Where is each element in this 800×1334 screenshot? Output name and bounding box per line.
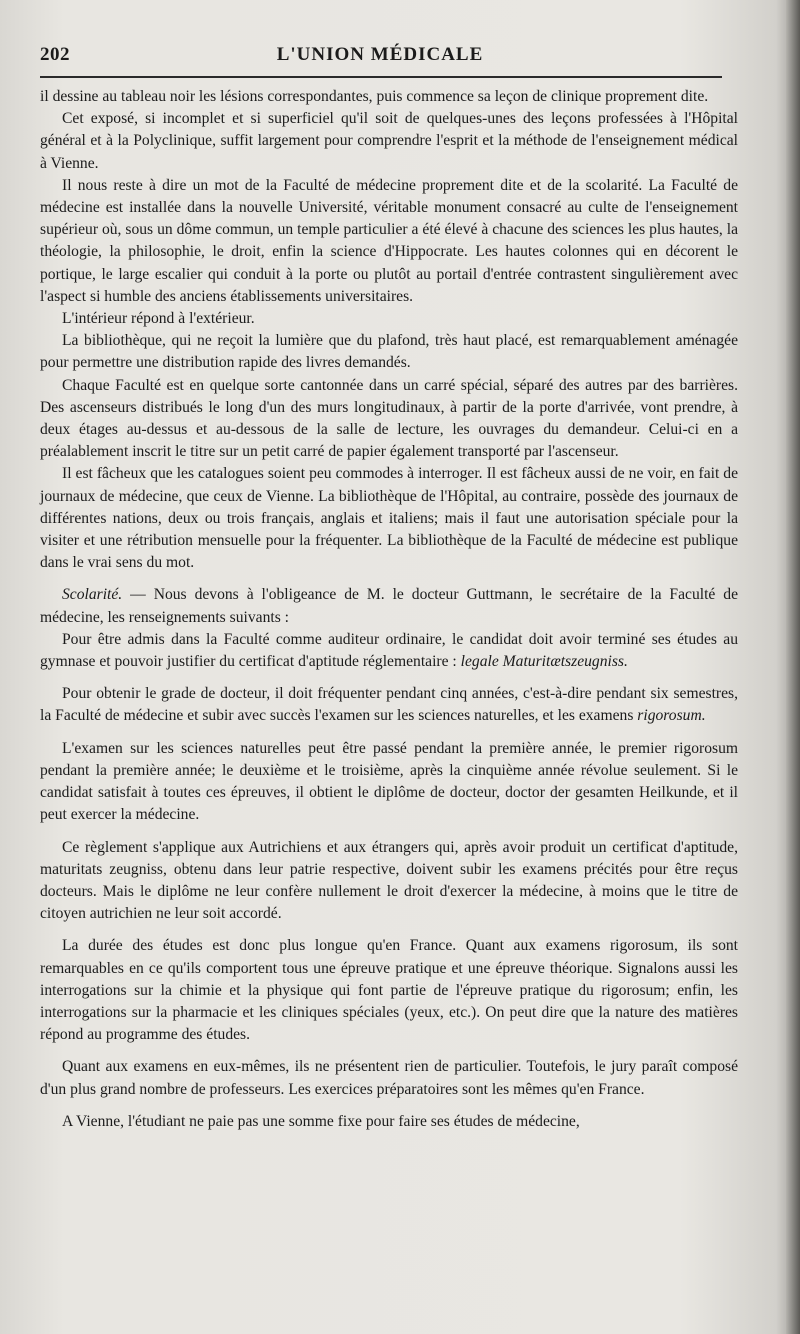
paragraph: L'intérieur répond à l'extérieur.: [62, 310, 255, 328]
paragraph: il dessine au tableau noir les lésions correspondantes, puis commence sa leçon de clinique proprement dite.: [40, 88, 709, 105]
book-spine-shadow: [786, 0, 800, 1334]
paragraph-scolarite: Scolarité. — Nous devons à l'obligeance de M. le docteur Guttmann, le secrétaire de la Faculté de médecine, les renseignements suivants :: [40, 586, 738, 626]
journal-title: L'UNION MÉDICALE: [276, 44, 484, 65]
paragraph: Ce règlement s'applique aux Autrichiens et aux étrangers qui, après avoir produit un certificat d'aptitude, maturitats zeugniss, obtenu dans leur patrie respective, doivent subir les examens précités pour être reçus docteurs. Mais le diplôme ne leur confère nullement le droit d'exercer la médecine, à moins que le titre de citoyen autrichien ne leur soit accordé.: [40, 838, 738, 923]
header-rule: [40, 76, 722, 78]
running-header: [40, 44, 720, 74]
page-number: 202: [40, 44, 70, 65]
paragraph: Cet exposé, si incomplet et si superficiel qu'il soit de quelques-unes des leçons professées à l'Hôpital général et à la Polyclinique, suffit largement pour comprendre l'esprit et la méthode de l'enseignement médical à Vienne.: [40, 110, 738, 172]
paragraph: L'examen sur les sciences naturelles peut être passé pendant la première année, le premier rigorosum pendant la première année; le deuxième et le troisième, après la cinquième année révolue seulement. Si le candidat satisfait à toutes ces épreuves, il obtient le diplôme de docteur, doctor der gesamten Heilkunde, et il peut exercer la médecine.: [40, 739, 738, 824]
section-lead: Scolarité.: [62, 586, 123, 604]
paragraph: A Vienne, l'étudiant ne paie pas une somme fixe pour faire ses études de médecine,: [62, 1112, 580, 1130]
paragraph: La bibliothèque, qui ne reçoit la lumière que du plafond, très haut placé, est remarquablement aménagée pour permettre une distribution rapide des livres demandés.: [40, 332, 738, 372]
paragraph: Il nous reste à dire un mot de la Faculté de médecine proprement dite et de la scolarité. La Faculté de médecine est installée dans la nouvelle Université, véritable monument consacré au culte de l'enseignement supérieur où, sous un dôme commun, un temple particulier a été élevé à chacune des sciences les plus hautes, la théologie, la philosophie, le droit, enfin la science d'Hippocrate. Les hautes colonnes qui en décorent le portique, le large escalier qui conduit à la porte ou plutôt au portail d'entrée contrastent singulièrement avec l'aspect si humble des anciens établissements universitaires.: [40, 176, 738, 305]
paragraph: Quant aux examens en eux-mêmes, ils ne présentent rien de particulier. Toutefois, le jury paraît composé d'un plus grand nombre de professeurs. Les exercices préparatoires sont les mêmes qu'en France.: [40, 1058, 738, 1098]
paragraph: Pour obtenir le grade de docteur, il doit fréquenter pendant cinq années, c'est-à-dire pendant six semestres, la Faculté de médecine et subir avec succès l'examen sur les sciences naturelles, et les examens rigorosum.: [40, 685, 738, 725]
paragraph: La durée des études est donc plus longue qu'en France. Quant aux examens rigorosum, ils sont remarquables en ce qu'ils comportent tous une épreuve pratique et une épreuve théorique. Signalons aussi les interrogations sur la chimie et la physique qui font partie de l'épreuve pratique du rigorosum; enfin, les interrogations sur la pharmacie et les cliniques spéciales (yeux, etc.). On peut dire que la nature des matières répond au programme des études.: [40, 937, 738, 1044]
paragraph: Chaque Faculté est en quelque sorte cantonnée dans un carré spécial, séparé des autres par des barrières. Des ascenseurs distribués le long d'un des murs longitudinaux, à partir de la porte d'arrivée, vont prendre, à deux étages au-dessus et au-dessous de la salle de lecture, les ouvrages du demandeur. Celui-ci en a préalablement inscrit le titre sur un petit carré de papier également transporté par l'ascenseur.: [40, 376, 738, 461]
paragraph: Pour être admis dans la Faculté comme auditeur ordinaire, le candidat doit avoir terminé ses études au gymnase et pouvoir justifier du certificat d'aptitude réglementaire : legale Maturitætszeugniss.: [40, 630, 738, 671]
article-body: [40, 86, 738, 1133]
paragraph: Il est fâcheux que les catalogues soient peu commodes à interroger. Il est fâcheux aussi de ne voir, en fait de journaux de médecine, que ceux de Vienne. La bibliothèque de l'Hôpital, au contraire, possède des journaux de différentes nations, deux ou trois français, anglais et italiens; mais il faut une autorisation spéciale pour la visiter et une rétribution mensuelle pour la fréquenter. La bibliothèque de la Faculté de médecine est publique dans le vrai sens du mot.: [40, 465, 738, 572]
